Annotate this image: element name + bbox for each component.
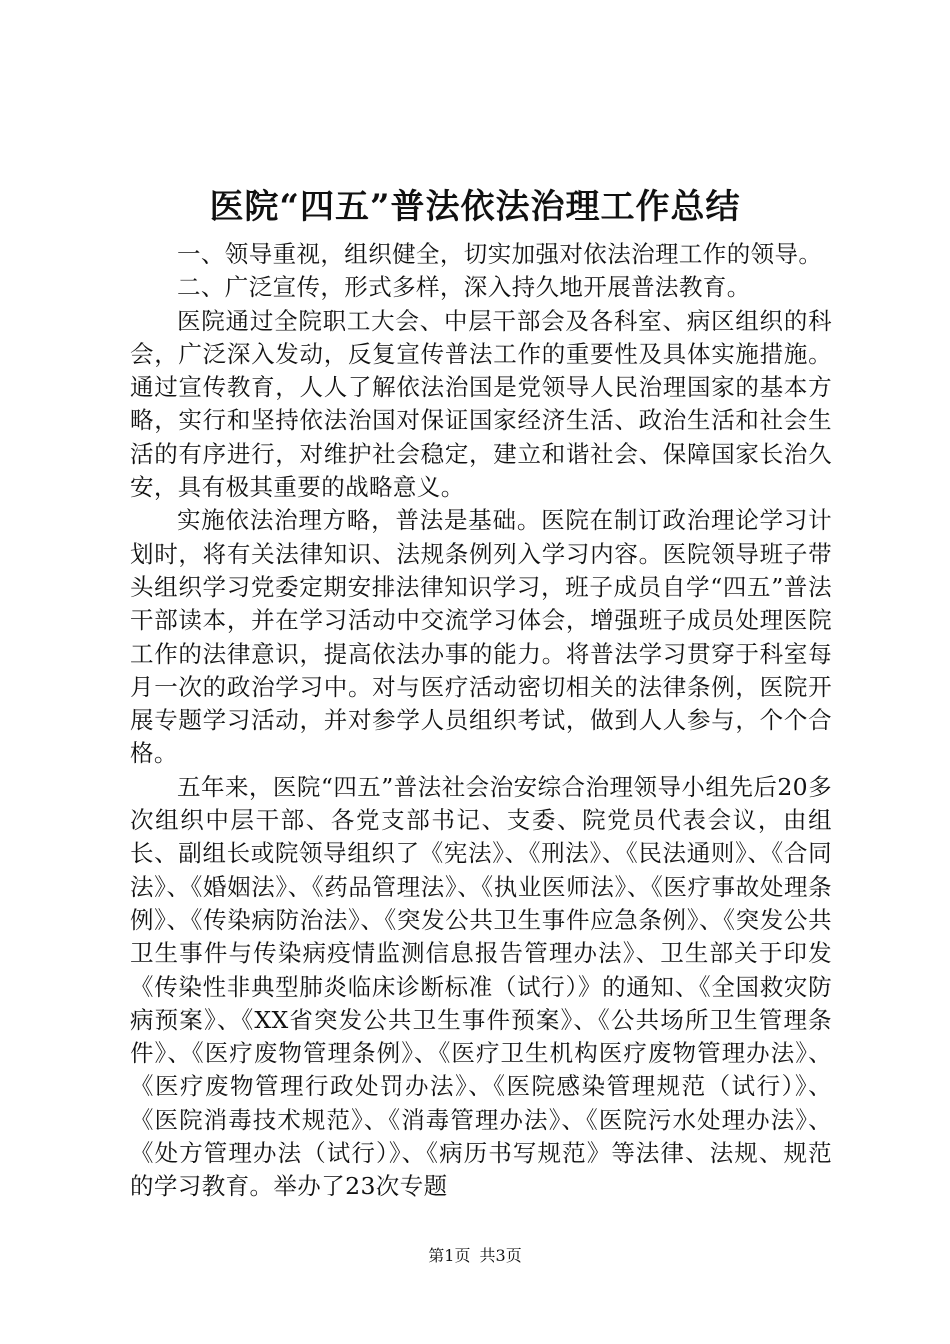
page-total: 共3页 bbox=[479, 1246, 522, 1265]
paragraph-3: 医院通过全院职工大会、中层干部会及各科室、病区组织的科会，广泛深入发动，反复宣传普法工作的重要性及具体实施措施。通过宣传教育，人人了解依法治国是党领导人民治理国家的基本方略，实行和坚持依法治国对保证国家经济生活、政治生活和社会生活的有序进行，对维护社会稳定，建立和谐社会、保障国家长治久安，具有极其重要的战略意义。 bbox=[130, 306, 832, 502]
paragraph-5: 五年来，医院“四五”普法社会治安综合治理领导小组先后20多次组织中层干部、各党支部书记、支委、院党员代表会议，由组长、副组长或院领导组织了《宪法》、《刑法》、《民法通则》、《合同法》、《婚姻法》、《药品管理法》、《执业医师法》、《医疗事故处理条例》、《传染病防治法》、《突发公共卫生事件应急条例》、《突发公共卫生事件与传染病疫情监测信息报告管理办法》、卫生部关于印发《传染性非典型肺炎临床诊断标准（试行）》的通知、《全国救灾防病预案》、《XX省突发公共卫生事件预案》、《公共场所卫生管理条件》、《医疗废物管理条例》、《医疗卫生机构医疗废物管理办法》、《医疗废物管理行政处罚办法》、《医院感染管理规范（试行）》、《医院消毒技术规范》、《消毒管理办法》、《医院污水处理办法》、《处方管理办法（试行）》、《病历书写规范》等法律、法规、规范的学习教育。举办了23次专题 bbox=[130, 772, 832, 1201]
page-footer bbox=[0, 1244, 950, 1268]
paragraph-1: 一、领导重视，组织健全，切实加强对依法治理工作的领导。 bbox=[177, 240, 823, 268]
document-body bbox=[130, 238, 832, 1204]
paragraph-2: 二、广泛宣传，形式多样，深入持久地开展普法教育。 bbox=[177, 273, 751, 302]
document-title: 医院“四五”普法依法治理工作总结 bbox=[209, 187, 741, 227]
page-number: 第1页 bbox=[428, 1246, 471, 1265]
paragraph-4: 实施依法治理方略，普法是基础。医院在制订政治理论学习计划时，将有关法律知识、法规条例列入学习内容。医院领导班子带头组织学习党委定期安排法律知识学习，班子成员自学“四五”普法干部读本，并在学习活动中交流学习体会，增强班子成员处理医院工作的法律意识，提高依法办事的能力。将普法学习贯穿于科室每月一次的政治学习中。对与医疗活动密切相关的法律条例，医院开展专题学习活动，并对参学人员组织考试，做到人人参与，个个合格。 bbox=[130, 506, 832, 768]
